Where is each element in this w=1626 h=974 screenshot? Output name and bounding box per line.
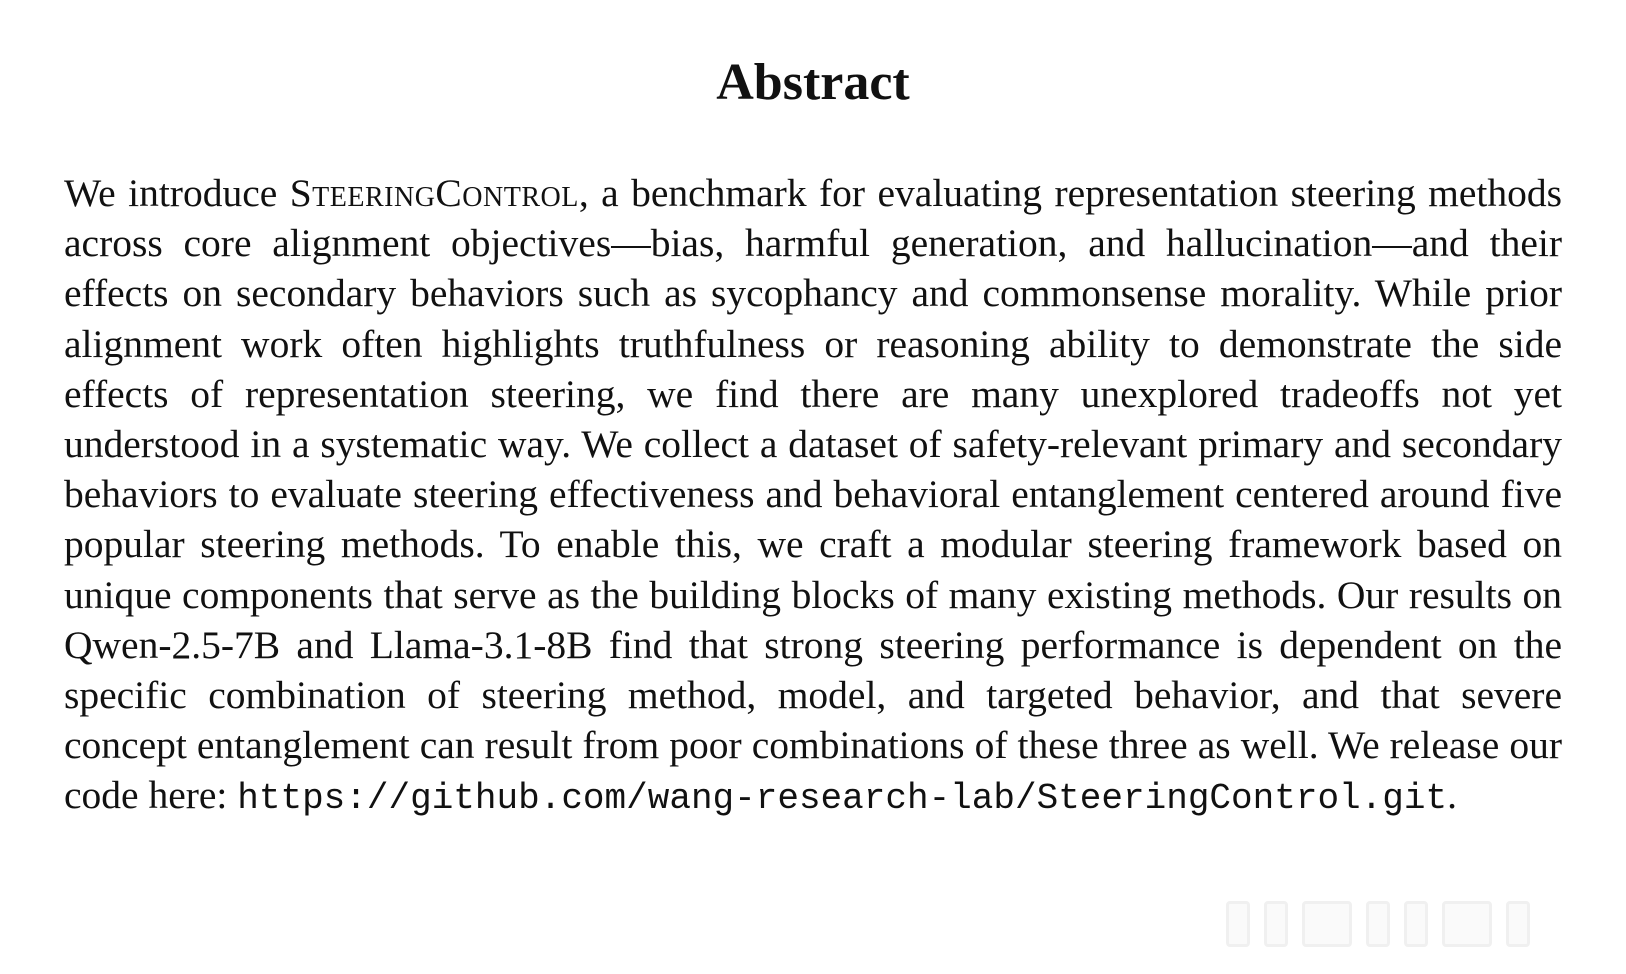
abstract-heading: Abstract — [716, 54, 910, 111]
watermark-bar — [1226, 901, 1250, 947]
watermark-bar — [1366, 901, 1390, 947]
abstract-paragraph — [64, 168, 1562, 825]
watermark-bar — [1506, 901, 1530, 947]
abstract-lead: We introduce — [64, 171, 290, 215]
watermark-bar — [1404, 901, 1428, 947]
watermark-graphic — [1226, 902, 1586, 946]
watermark-bar — [1442, 901, 1492, 947]
watermark-bar — [1302, 901, 1352, 947]
abstract-trailing: . — [1447, 773, 1457, 818]
code-url-link[interactable]: https://github.com/wang-research-lab/SteeringControl.git — [237, 778, 1448, 820]
benchmark-name: SteeringControl — [289, 171, 579, 215]
watermark-bar — [1264, 901, 1288, 947]
abstract-body: , a benchmark for evaluating representation steering methods across core alignment objectives—bias, harmful generation, and hallucination—and their effects on secondary behaviors such as sycophancy and commonsense morality. While prior alignment work often highlights truthfulness or reasoning ability to demonstrate the side effects of representation steering, we find there are many unexplored tradeoffs not yet understood in a systematic way. We collect a dataset of safety-relevant primary and secondary behaviors to evaluate steering effectiveness and behavioral entanglement centered around five popular steering methods. To enable this, we craft a modular steering framework based on unique components that serve as the building blocks of many existing methods. Our results on Qwen-2.5-7B and Llama-3.1-8B find that strong steering performance is dependent on the specific combination of steering method, model, and targeted behavior, and that severe concept entanglement can result from poor combinations of these three as well. We release our code here: — [64, 171, 1562, 818]
